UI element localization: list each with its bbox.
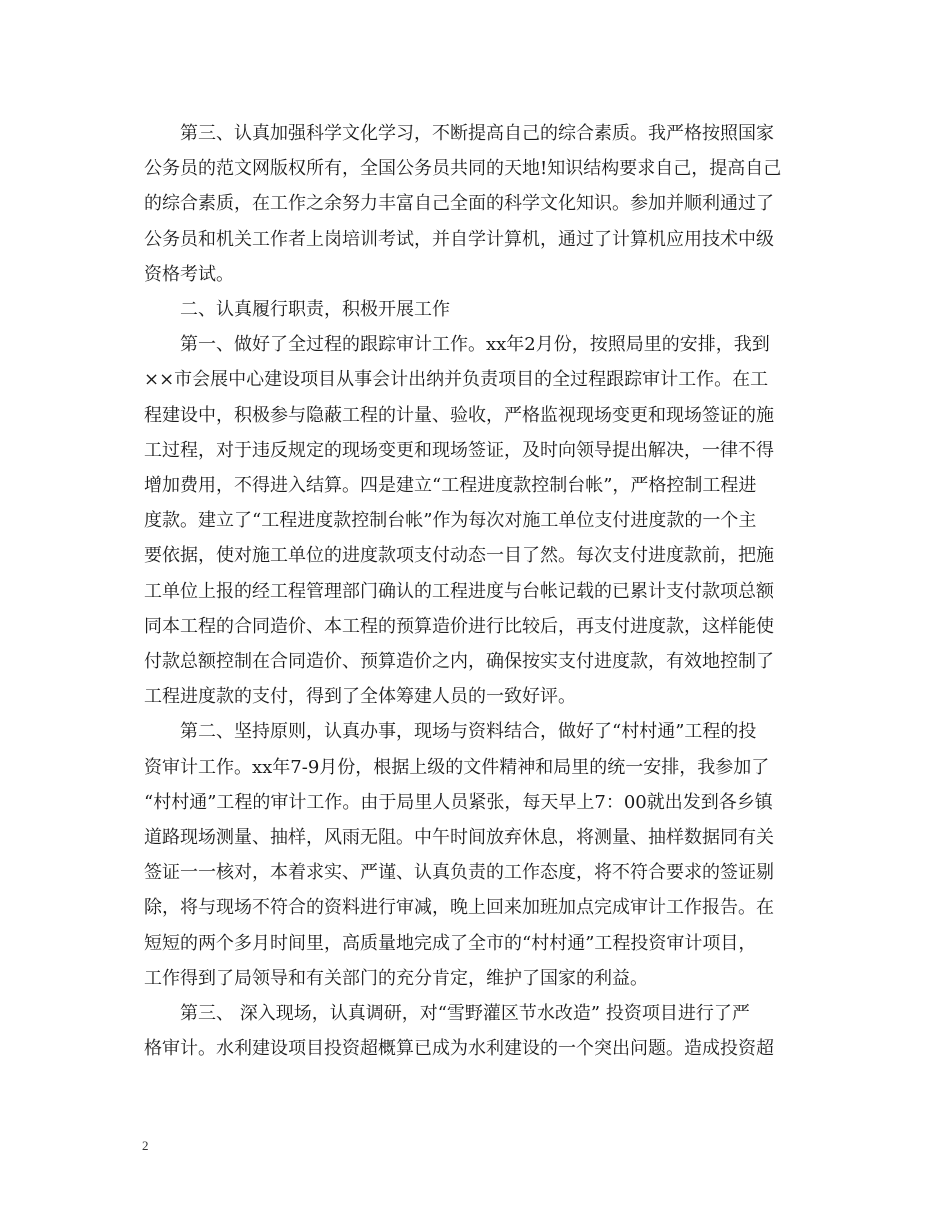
page-body [144, 116, 799, 1066]
paragraph-village-road-audit: 第二、坚持原则，认真办事，现场与资料结合，做好了“村村通”工程的投 资审计工作。xx年7-9月份，根据上级的文件精神和局里的统一安排，我参加了 “村村通”工程的审计工作。由于局里人员紧张，每天早上7：00就出发到各乡镇 道路现场测量、抽样，风雨无阻。中午时间放弃休息，将测量、抽样数据同有关 签证一一核对，本着求实、严谨、认真负责的工作态度，将不符合要求的签证剔 除，将与现场不符合的资料进行审减，晚上回来加班加点完成审计工作报告。在 短短的两个多月时间里，高质量地完成了全市的“村村通”工程投资审计项目， 工作得到了局领导和有关部门的充分肯定，维护了国家的利益。 [144, 721, 774, 989]
paragraph-irrigation-audit: 第三、 深入现场，认真调研，对“雪野灌区节水改造” 投资项目进行了严 格审计。水利建设项目投资超概算已成为水利建设的一个突出问题。造成投资超 [144, 1003, 774, 1060]
page-number: 2 [142, 1138, 149, 1153]
paragraph-study: 第三、认真加强科学文化学习，不断提高自己的综合素质。我严格按照国家 公务员的范文网版权所有，全国公务员共同的天地!知识结构要求自己，提高自己 的综合素质，在工作之余努力丰富自己全面的科学文化知识。参加并顺利通过了 公务员和机关工作者上岗培训考试，并自学计算机，通过了计算机应用技术中级 资格考试。 [144, 123, 782, 285]
paragraph-tracking-audit: 第一、做好了全过程的跟踪审计工作。xx年2月份，按照局里的安排，我到 ××市会展中心建设项目从事会计出纳并负责项目的全过程跟踪审计工作。在工 程建设中，积极参与隐蔽工程的计量、验收，严格监视现场变更和现场签证的施 工过程，对于违反规定的现场变更和现场签证，及时向领导提出解决，一律不得 增加费用，不得进入结算。四是建立“工程进度款控制台帐”，严格控制工程进 度款。建立了“工程进度款控制台帐”作为每次对施工单位支付进度款的一个主 要依据，使对施工单位的进度款项支付动态一目了然。每次支付进度款前，把施 工单位上报的经工程管理部门确认的工程进度与台帐记载的已累计支付款项总额 同本工程的合同造价、本工程的预算造价进行比较后，再支付进度款，这样能使 付款总额控制在合同造价、预算造价之内，确保按实支付进度款，有效地控制了 工程进度款的支付，得到了全体筹建人员的一致好评。 [144, 334, 774, 708]
section-heading-duties: 二、认真履行职责，积极开展工作 [180, 299, 450, 321]
